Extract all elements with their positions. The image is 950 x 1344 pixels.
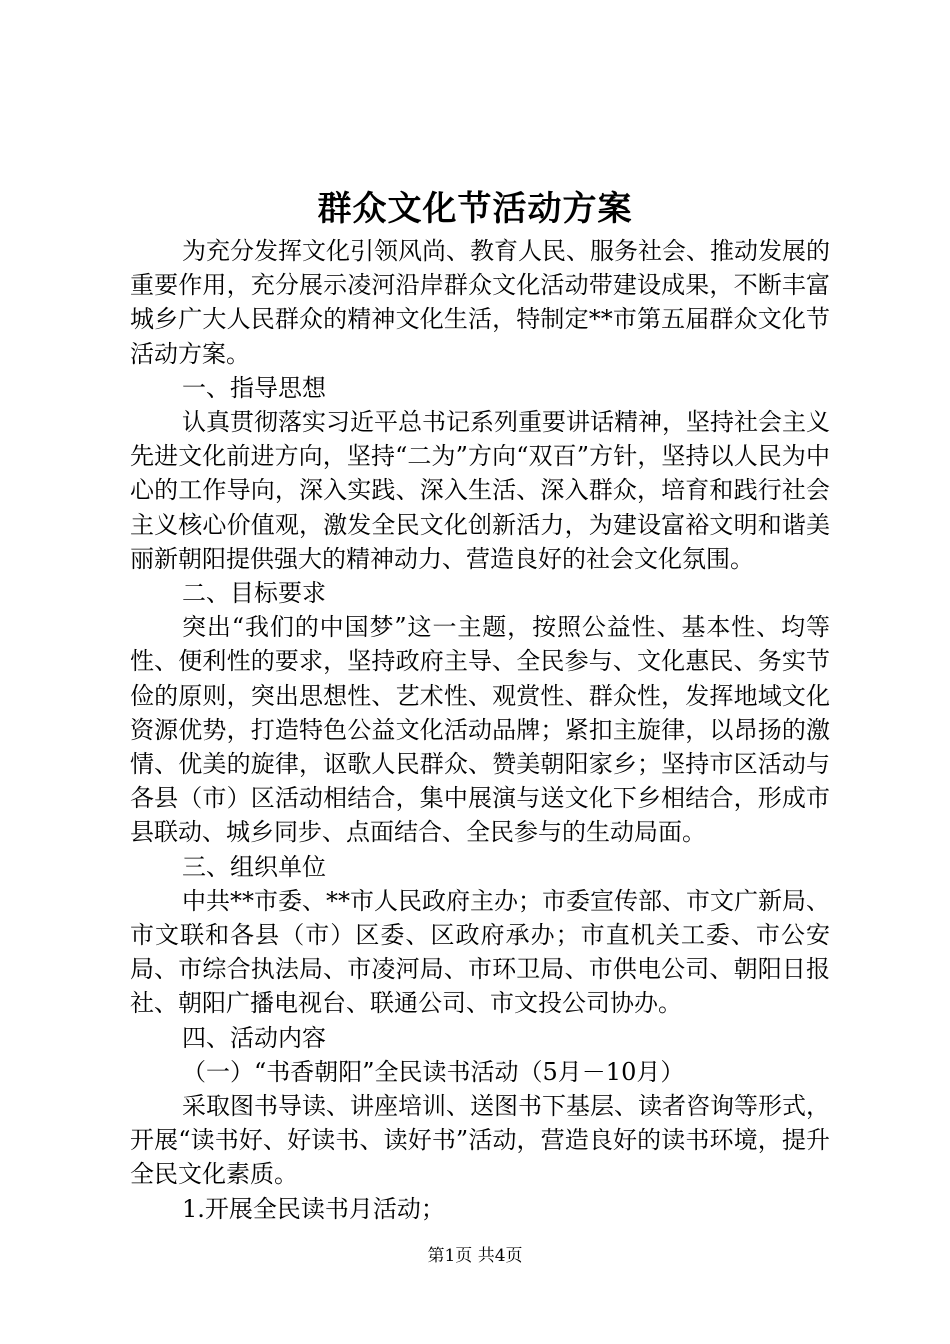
guiding-ideology-paragraph: 认真贯彻落实习近平总书记系列重要讲话精神，坚持社会主义先进文化前进方向，坚持“二为”方向“双百”方针，坚持以人民为中心的工作导向，深入实践、深入生活、深入群众，培育和践行社会主义核心价值观，激发全民文化创新活力，为建设富裕文明和谐美丽新朝阳提供强大的精神动力、营造良好的社会文化氛围。 <box>130 408 830 573</box>
page-number: 第1页 共4页 <box>427 1246 523 1266</box>
section-heading-guiding-ideology: 一、指导思想 <box>182 373 326 402</box>
document-title: 群众文化节活动方案 <box>317 189 633 229</box>
section-heading-organizers: 三、组织单位 <box>182 852 326 881</box>
section-heading-goals: 二、目标要求 <box>182 579 326 608</box>
list-item: 1.开展全民读书月活动； <box>182 1194 445 1223</box>
reading-paragraph: 采取图书导读、讲座培训、送图书下基层、读者咨询等形式，开展“读书好、好读书、读好书”活动，营造良好的读书环境，提升全民文化素质。 <box>130 1092 830 1189</box>
subsection-heading-reading: （一）“书香朝阳”全民读书活动（5月－10月） <box>182 1057 685 1086</box>
document-body <box>130 234 830 1226</box>
section-heading-activities: 四、活动内容 <box>182 1023 326 1052</box>
organizers-paragraph: 中共**市委、**市人民政府主办；市委宣传部、市文广新局、市文联和各县（市）区委、区政府承办；市直机关工委、市公安局、市综合执法局、市凌河局、市环卫局、市供电公司、朝阳日报社、朝阳广播电视台、联通公司、市文投公司协办。 <box>130 886 830 1018</box>
intro-paragraph: 为充分发挥文化引领风尚、教育人民、服务社会、推动发展的重要作用，充分展示凌河沿岸群众文化活动带建设成果，不断丰富城乡广大人民群众的精神文化生活，特制定**市第五届群众文化节活动方案。 <box>130 237 830 368</box>
goals-paragraph: 突出“我们的中国梦”这一主题，按照公益性、基本性、均等性、便利性的要求，坚持政府主导、全民参与、文化惠民、务实节俭的原则，突出思想性、艺术性、观赏性、群众性，发挥地域文化资源优势，打造特色公益文化活动品牌；紧扣主旋律，以昂扬的激情、优美的旋律，讴歌人民群众、赞美朝阳家乡；坚持市区活动与各县（市）区活动相结合，集中展演与送文化下乡相结合，形成市县联动、城乡同步、点面结合、全民参与的生动局面。 <box>130 613 830 847</box>
